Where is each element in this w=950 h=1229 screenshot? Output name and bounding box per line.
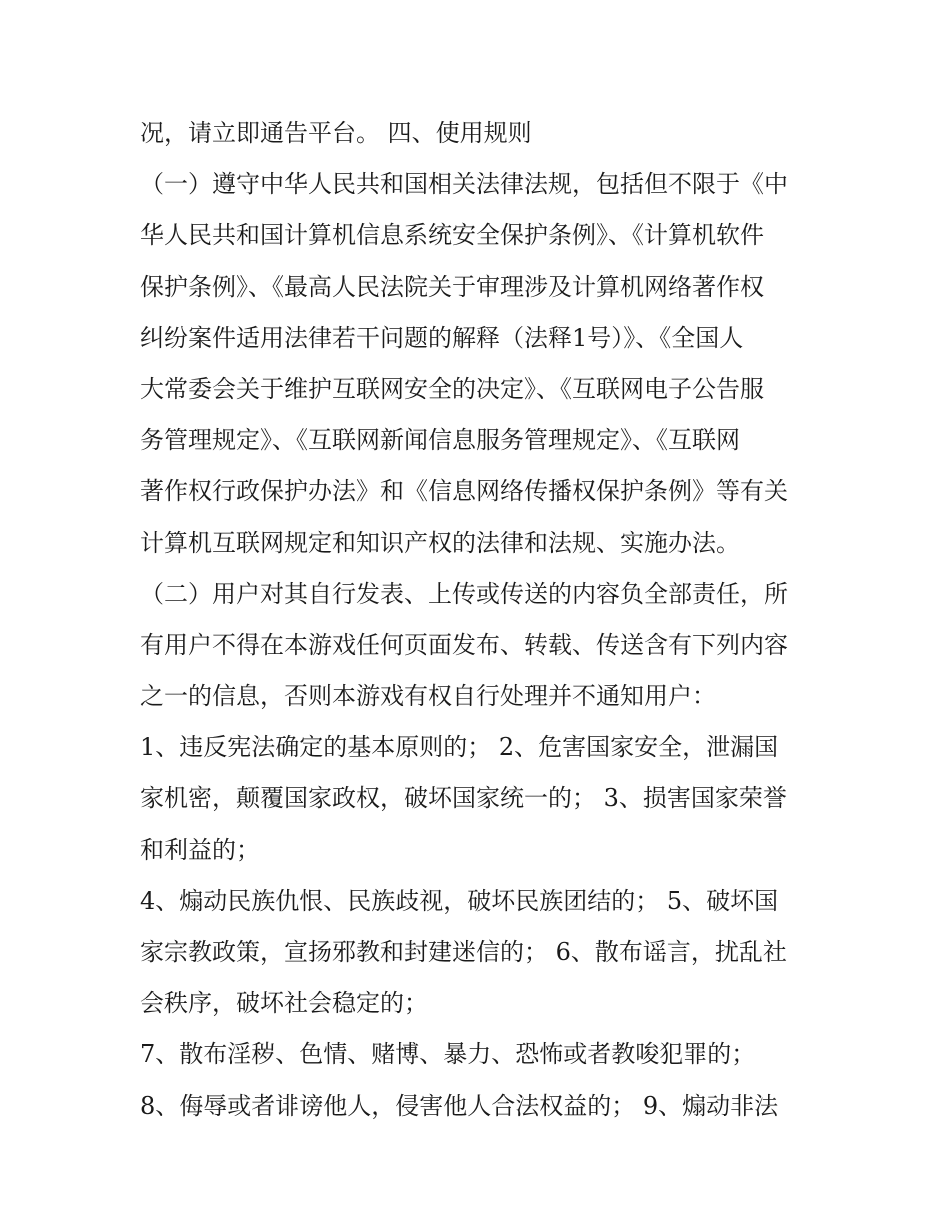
text-line: 纠纷案件适用法律若干问题的解释（法释1号）》、《全国人 (140, 323, 744, 352)
text-line: （一）遵守中华人民共和国相关法律法规，包括但不限于《中 (140, 170, 788, 199)
text-line: 会秩序，破坏社会稳定的； (140, 989, 428, 1018)
text-line: 华人民共和国计算机信息系统安全保护条例》、《计算机软件 (140, 221, 764, 250)
text-line: （二）用户对其自行发表、上传或传送的内容负全部责任，所 (140, 579, 788, 608)
text-line: 著作权行政保护办法》和《信息网络传播权保护条例》等有关 (140, 477, 788, 506)
text-line: 4、煽动民族仇恨、民族歧视，破坏民族团结的； 5、破坏国 (140, 886, 779, 915)
text-line: 1、违反宪法确定的基本原则的； 2、危害国家安全，泄漏国 (140, 733, 779, 762)
text-line: 和利益的； (140, 835, 260, 864)
text-line: 保护条例》、《最高人民法院关于审理涉及计算机网络著作权 (140, 272, 764, 301)
text-line: 之一的信息，否则本游戏有权自行处理并不通知用户： (140, 682, 716, 711)
text-line: 况，请立即通告平台。 四、使用规则 (140, 119, 532, 147)
text-line: 家宗教政策，宣扬邪教和封建迷信的； 6、散布谣言，扰乱社 (140, 938, 787, 966)
text-line: 8、侮辱或者诽谤他人，侵害他人合法权益的； 9、煽动非法 (140, 1091, 779, 1120)
document-body (140, 108, 820, 1132)
text-line: 务管理规定》、《互联网新闻信息服务管理规定》、《互联网 (140, 426, 740, 455)
text-line: 有用户不得在本游戏任何页面发布、转载、传送含有下列内容 (140, 630, 788, 659)
text-line: 计算机互联网规定和知识产权的法律和法规、实施办法。 (140, 528, 740, 557)
text-line: 家机密，颠覆国家政权，破坏国家统一的； 3、损害国家荣誉 (140, 784, 787, 813)
text-line: 大常委会关于维护互联网安全的决定》、《互联网电子公告服 (140, 374, 764, 403)
text-line: 7、散布淫秽、色情、赌博、暴力、恐怖或者教唆犯罪的； (140, 1040, 756, 1069)
